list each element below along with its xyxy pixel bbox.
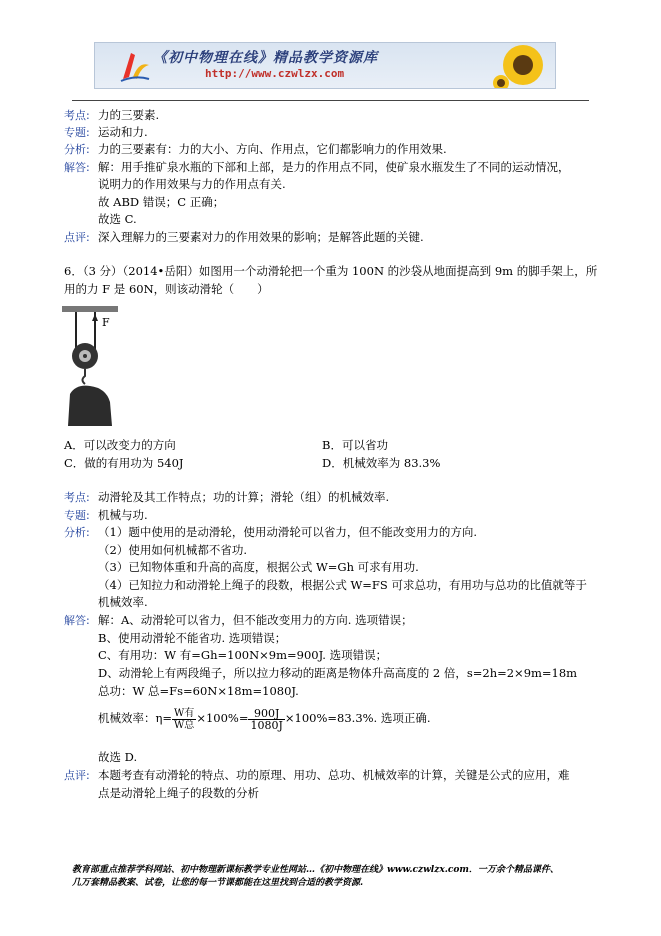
sunflower-icon — [493, 43, 553, 88]
footer-line1: 教育部重点推荐学科网站、初中物理新课标教学专业性网站…《初中物理在线》www.czwlzx.com．一万余个精品课件、 — [72, 865, 559, 875]
efficiency-formula — [98, 706, 431, 731]
q5-zhuanti-text: 运动和力. — [98, 125, 148, 139]
q6-stem-line2: 用的力 F 是 60N，则该动滑轮（ ） — [64, 282, 269, 296]
q6-fenxi-line1: （1）题中使用的是动滑轮，使用动滑轮可以省力，但不能改变用力的方向. — [98, 525, 477, 539]
q6-jieda-line6: 故选 D. — [98, 750, 138, 764]
eff-numerator-2: 900J — [248, 708, 284, 720]
q5-dianping-text: 深入理解力的三要素对力的作用效果的影响；是解答此题的关键. — [98, 230, 424, 244]
pulley-figure — [62, 306, 126, 430]
dianping-label: 点评: — [64, 231, 90, 244]
dianping-label: 点评: — [64, 769, 90, 782]
q5-kaodian — [64, 108, 159, 123]
q6-kaodian — [64, 490, 389, 505]
zhuanti-label: 专题: — [64, 126, 90, 139]
q6-jieda-line5: 总功：W 总=Fs=60N×18m=1080J. — [98, 684, 299, 698]
q6-jieda-line1: 解：A、动滑轮可以省力，但不能改变用力的方向. 选项错误； — [98, 613, 413, 627]
zhuanti-label: 专题: — [64, 509, 90, 522]
q6-jieda — [64, 613, 413, 628]
fraction-numeric — [248, 708, 284, 731]
q5-jieda-line4: 故选 C. — [98, 212, 137, 226]
ceiling-beam — [62, 306, 118, 312]
eff-denominator-2: 1080J — [250, 718, 283, 732]
eff-prefix: 机械效率：η= — [98, 711, 173, 725]
q6-fenxi-line5: 机械效率. — [98, 595, 148, 609]
jieda-label: 解答: — [64, 161, 90, 174]
q6-jieda-line4: D、动滑轮上有两段绳子，所以拉力移动的距离是物体升高高度的 2 倍，s=2h=2×9m=18m — [98, 666, 578, 680]
q6-option-a: A．可以改变力的方向 — [64, 438, 176, 452]
q6-option-d: D．机械效率为 83.3% — [322, 456, 441, 470]
page-footer — [72, 864, 592, 890]
force-label: F — [102, 316, 110, 329]
q6-option-c: C．做的有用功为 540J — [64, 456, 184, 470]
site-logo-icon — [117, 47, 151, 83]
q6-jieda-line3: C、有用功：W 有=Gh=100N×9m=900J. 选项错误； — [98, 648, 388, 662]
kaodian-label: 考点: — [64, 491, 90, 504]
q6-stem-line1: 6．（3 分）（2014•岳阳）如图用一个动滑轮把一个重为 100N 的沙袋从地面提高到 9m 的脚手架上，所 — [64, 264, 598, 278]
q5-fenxi — [64, 142, 447, 157]
q6-fenxi-line2: （2）使用如何机械都不省功. — [98, 543, 247, 557]
q5-jieda-line1: 解：用手推矿泉水瓶的下部和上部，是力的作用点不同，使矿泉水瓶发生了不同的运动情况， — [98, 160, 570, 174]
header-banner — [94, 42, 556, 89]
hook — [83, 369, 86, 384]
fraction-symbolic — [172, 708, 196, 731]
footer-line2: 几万套精品教案、试卷，让您的每一节课都能在这里找到合适的教学资源. — [72, 878, 364, 888]
q5-jieda — [64, 160, 570, 175]
q6-option-b: B．可以省功 — [322, 438, 388, 452]
fenxi-label: 分析: — [64, 526, 90, 539]
q6-zhuanti — [64, 508, 148, 523]
header-divider — [72, 100, 589, 101]
q5-fenxi-text: 力的三要素有：力的大小、方向、作用点，它们都影响力的作用效果. — [98, 142, 447, 156]
fenxi-label: 分析: — [64, 143, 90, 156]
q6-dianping — [64, 768, 570, 783]
kaodian-label: 考点: — [64, 109, 90, 122]
q6-fenxi-line4: （4）已知拉力和动滑轮上绳子的段数，根据公式 W=FS 可求总功，有用功与总功的比值就等于 — [98, 578, 587, 592]
banner-url: http://www.czwlzx.com — [205, 67, 345, 80]
q6-dianping-line1: 本题考查有动滑轮的特点、功的原理、用功、总功、机械效率的计算，关键是公式的应用，难 — [98, 768, 570, 782]
eff-denominator-1: W总 — [174, 719, 195, 731]
q5-jieda-line2: 说明力的作用效果与力的作用点有关. — [98, 177, 286, 191]
q5-zhuanti — [64, 125, 148, 140]
q5-dianping — [64, 230, 424, 245]
q6-fenxi-line3: （3）已知物体重和升高的高度，根据公式 W=Gh 可求有用功. — [98, 560, 419, 574]
q6-zhuanti-text: 机械与功. — [98, 508, 148, 522]
sandbag — [68, 386, 112, 426]
q6-kaodian-text: 动滑轮及其工作特点；功的计算；滑轮（组）的机械效率. — [98, 490, 390, 504]
q5-jieda-line3: 故 ABD 错误；C 正确； — [98, 195, 225, 209]
banner-title: 《初中物理在线》精品教学资源库 — [153, 50, 378, 66]
q5-kaodian-text: 力的三要素. — [98, 108, 160, 122]
q6-fenxi — [64, 525, 477, 540]
eff-numerator-1: W有 — [174, 707, 195, 719]
eff-suffix: ×100%=83.3%. 选项正确. — [284, 711, 431, 725]
q6-jieda-line2: B、使用动滑轮不能省功. 选项错误； — [98, 631, 287, 645]
force-arrow — [92, 314, 98, 321]
eff-mid: ×100%= — [196, 711, 249, 725]
jieda-label: 解答: — [64, 614, 90, 627]
q6-dianping-line2: 点是动滑轮上绳子的段数的分析 — [98, 786, 259, 800]
